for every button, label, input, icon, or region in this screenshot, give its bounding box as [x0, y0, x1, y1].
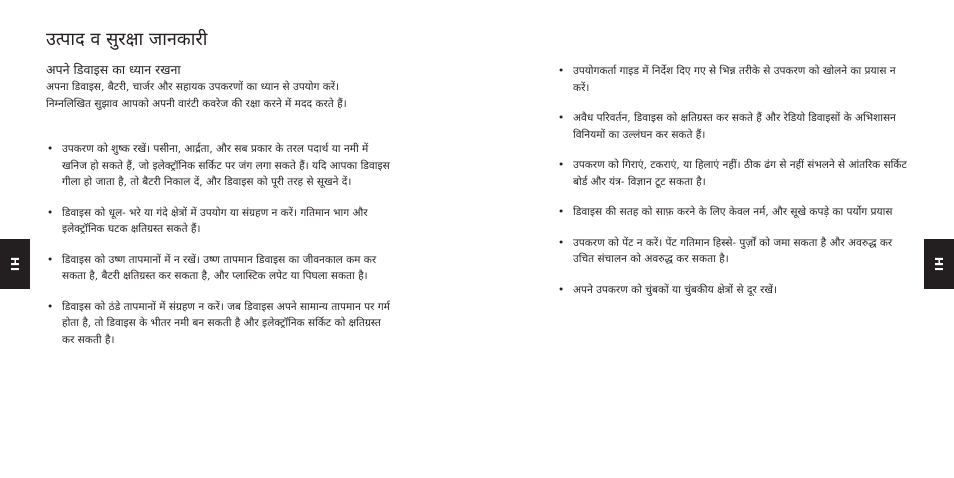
list-item: • अवैध परिवर्तन, डिवाइस को क्षतिग्रस्त कर सकते हैं और रेडियो डिवाइसों के अभिशासन विनियमों का उल्लंघन कर सकते हैं। [557, 110, 907, 143]
list-item: • उपयोगकर्ता गाइड में निर्देश दिए गए से भिन्न तरीके से उपकरण को खोलने का प्रयास न करें। [557, 63, 907, 96]
list-item: • अपने उपकरण को चुंबकों या चुंबकीय क्षेत्रों से दूर रखें। [557, 282, 907, 299]
list-item: • डिवाइस की सतह को साफ़ करने के लिए केवल नर्म, और सूखे कपड़े का पर्योग प्रयास [557, 204, 907, 221]
language-tab-label: HI [8, 256, 22, 272]
left-bullet-list [46, 141, 391, 362]
intro-paragraph: अपना डिवाइस, बैटरी, चार्जर और सहायक उपकरणों का ध्यान से उपयोग करें। निम्नलिखित सुझाव आपको अपनी वारंटी कवरेज की रक्षा करने में मदद करते हैं। [46, 81, 347, 110]
section-subtitle: अपने डिवाइस का ध्यान रखना [46, 62, 181, 77]
list-item: • डिवाइस को उष्ण तापमानों में न रखें। उष्ण तापमान डिवाइस का जीवनकाल कम कर सकता है, बैटरी क्षतिग्रस्त कर सकता है, और प्लास्टिक लपेट या पिघला सकता है। [46, 252, 391, 285]
page-title: उत्पाद व सुरक्षा जानकारी [46, 29, 208, 50]
list-item: • उपकरण को पेंट न करें। पेंट गतिमान हिस्से- पुर्ज़ों को जमा सकता है और अवरुद्ध कर उचित संचालन को अवरुद्ध कर सकता है। [557, 235, 907, 268]
list-item: • उपकरण को शुष्क रखें। पसीना, आर्द्रता, और सब प्रकार के तरल पदार्थ या नमी में खनिज हो सकते हैं, जो इलेक्ट्रॉनिक सर्किट पर जंग लगा सकते हैं। यदि आपका डिवाइस गीला हो जाता है, तो बैटरी निकाल दें, और डिवाइस को पूरी तरह से सूखने दें। [46, 141, 391, 191]
right-bullet-list [557, 63, 907, 312]
right-page [477, 0, 954, 478]
language-tab-right [924, 239, 954, 289]
list-item: • डिवाइस को ठंडे तापमानों में संग्रहण न करें। जब डिवाइस अपने सामान्य तापमान पर गर्म होता है, तो डिवाइस के भीतर नमी बन सकती है और इलेक्ट्रॉनिक सर्किट को क्षतिग्रस्त कर सकती है। [46, 299, 391, 349]
language-tab-left [0, 239, 30, 289]
list-item: • डिवाइस को धूल- भरे या गंदे क्षेत्रों में उपयोग या संग्रहण न करें। गतिमान भाग और इलेक्ट्रॉनिक घटक क्षतिग्रस्त सकते हैं। [46, 205, 391, 238]
list-item: • उपकरण को गिराएं, टकराएं, या हिलाएं नहीं। ठीक ढंग से नहीं संभलने से आंतरिक सर्किट बोर्ड और यंत्र- विज्ञान टूट सकता है। [557, 157, 907, 190]
language-tab-label: HI [932, 256, 946, 272]
